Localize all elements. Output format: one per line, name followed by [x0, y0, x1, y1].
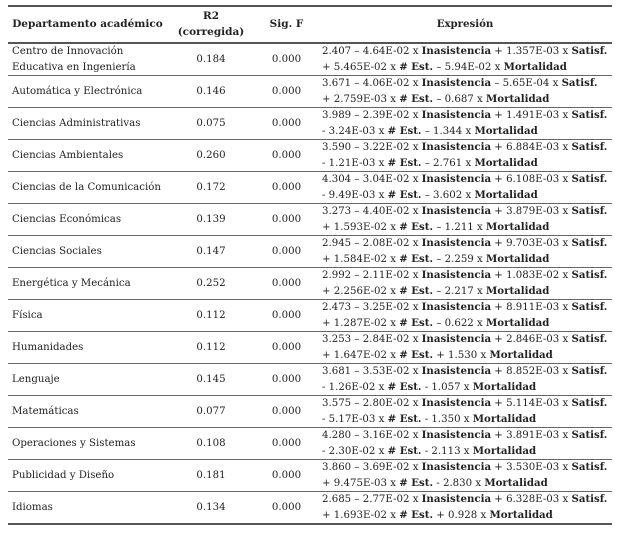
expression-term: + 6.108E-03 x: [491, 174, 572, 185]
expression-variable: Satisf.: [571, 173, 608, 185]
expression-variable: # Est.: [399, 60, 434, 73]
expression-term: + 6.884E-03 x: [491, 142, 572, 153]
table-row: [8, 460, 612, 492]
expression-variable: Mortalidad: [472, 444, 537, 457]
expression-cell: [318, 140, 612, 172]
expression-variable: Satisf.: [571, 301, 608, 313]
expression-term: 3.681 – 3.53E-02 x: [322, 366, 422, 377]
sig-cell: 0.000: [255, 460, 318, 492]
expression-variable: Mortalidad: [486, 92, 550, 105]
expression-term: + 1.530 x: [433, 349, 490, 361]
sig-cell: 0.000: [255, 364, 318, 396]
r2-cell: 0.108: [167, 428, 255, 460]
table-body: [8, 43, 612, 524]
expression-variable: # Est.: [387, 124, 422, 137]
expression-cell: [318, 76, 612, 108]
expression-variable: # Est.: [387, 188, 422, 201]
expression-cell: [318, 43, 612, 76]
department-cell: Idiomas: [8, 492, 167, 525]
expression-variable: Mortalidad: [474, 188, 538, 201]
expression-variable: Mortalidad: [472, 380, 537, 393]
department-cell: Ciencias de la Comunicación: [8, 172, 167, 204]
header-row: [8, 6, 612, 43]
expression-variable: Inasistencia: [421, 141, 492, 153]
expression-variable: Mortalidad: [489, 508, 553, 521]
header-r2: R2 (corregida): [167, 6, 255, 43]
expression-term: – 5.94E-02 x: [433, 61, 504, 73]
expression-term: – 5.65E-04 x: [491, 78, 562, 89]
expression-variable: # Est.: [387, 412, 422, 425]
expression-term: 3.860 – 3.69E-02 x: [322, 462, 422, 473]
expression-variable: Satisf.: [571, 141, 608, 153]
expression-term: + 8.911E-03 x: [491, 302, 572, 313]
expression-variable: # Est.: [387, 444, 422, 457]
expression-variable: Mortalidad: [486, 316, 550, 329]
expression-cell: [318, 332, 612, 364]
expression-variable: Satisf.: [571, 397, 608, 409]
expression-term: 2.992 – 2.11E-02 x: [322, 270, 422, 281]
expression-variable: Satisf.: [571, 493, 608, 505]
department-cell: Automática y Electrónica: [8, 76, 167, 108]
expression-term: 2.473 – 3.25E-02 x: [322, 302, 422, 313]
department-cell: Lenguaje: [8, 364, 167, 396]
sig-cell: 0.000: [255, 76, 318, 108]
expression-variable: Mortalidad: [503, 60, 567, 73]
expression-variable: Mortalidad: [486, 284, 550, 297]
expression-term: - 1.21E-03 x: [322, 157, 388, 169]
expression-term: + 6.328E-03 x: [491, 494, 572, 505]
expression-term: + 3.891E-03 x: [491, 430, 572, 441]
sig-cell: 0.000: [255, 428, 318, 460]
expression-variable: # Est.: [399, 316, 434, 329]
expression-term: 3.575 – 2.80E-02 x: [322, 398, 422, 409]
expression-variable: Satisf.: [571, 461, 608, 473]
expression-variable: Mortalidad: [484, 476, 548, 489]
expression-term: + 1.584E-02 x: [322, 253, 400, 265]
expression-variable: Inasistencia: [421, 333, 492, 345]
r2-cell: 0.252: [167, 268, 255, 300]
expression-variable: # Est.: [399, 348, 434, 361]
expression-term: + 2.846E-03 x: [491, 334, 572, 345]
expression-term: - 5.17E-03 x: [322, 413, 388, 425]
r2-cell: 0.181: [167, 460, 255, 492]
expression-term: + 1.491E-03 x: [491, 110, 572, 121]
header-department: Departamento académico: [8, 6, 167, 43]
department-cell: Ciencias Administrativas: [8, 108, 167, 140]
expression-variable: # Est.: [399, 476, 434, 489]
expression-variable: Inasistencia: [421, 205, 492, 217]
r2-cell: 0.260: [167, 140, 255, 172]
table-row: [8, 236, 612, 268]
expression-term: + 9.703E-03 x: [491, 238, 572, 249]
expression-term: + 1.357E-03 x: [491, 46, 572, 57]
expression-term: + 5.114E-03 x: [491, 398, 572, 409]
sig-cell: 0.000: [255, 492, 318, 525]
expression-term: - 1.26E-02 x: [322, 381, 388, 393]
expression-variable: Satisf.: [571, 237, 608, 249]
expression-term: 3.253 – 2.84E-02 x: [322, 334, 422, 345]
expression-term: - 2.30E-02 x: [322, 445, 388, 457]
expression-cell: [318, 236, 612, 268]
expression-variable: # Est.: [399, 284, 434, 297]
expression-variable: Satisf.: [561, 77, 598, 89]
r2-cell: 0.146: [167, 76, 255, 108]
sig-cell: 0.000: [255, 140, 318, 172]
expression-variable: Inasistencia: [421, 365, 492, 377]
expression-cell: [318, 268, 612, 300]
expression-variable: Satisf.: [571, 365, 608, 377]
expression-term: 3.590 – 3.22E-02 x: [322, 142, 422, 153]
r2-cell: 0.145: [167, 364, 255, 396]
table-row: [8, 300, 612, 332]
sig-cell: 0.000: [255, 236, 318, 268]
expression-cell: [318, 460, 612, 492]
expression-variable: Inasistencia: [421, 493, 492, 505]
department-cell: Matemáticas: [8, 396, 167, 428]
table-row: [8, 268, 612, 300]
sig-cell: 0.000: [255, 332, 318, 364]
expression-term: - 9.49E-03 x: [322, 189, 388, 201]
expression-term: – 1.344 x: [421, 125, 475, 137]
expression-variable: Satisf.: [571, 333, 608, 345]
expression-variable: # Est.: [399, 508, 434, 521]
r2-cell: 0.075: [167, 108, 255, 140]
expression-cell: [318, 364, 612, 396]
expression-term: - 3.24E-03 x: [322, 125, 388, 137]
expression-term: – 0.622 x: [433, 317, 487, 329]
table-row: [8, 43, 612, 76]
department-cell: Operaciones y Sistemas: [8, 428, 167, 460]
r2-cell: 0.112: [167, 300, 255, 332]
header-expression: Expresión: [318, 6, 612, 43]
expression-variable: Inasistencia: [421, 461, 492, 473]
expression-variable: # Est.: [399, 92, 434, 105]
expression-term: + 2.256E-02 x: [322, 285, 400, 297]
expression-term: – 2.259 x: [433, 253, 487, 265]
sig-cell: 0.000: [255, 396, 318, 428]
expression-term: + 1.287E-02 x: [322, 317, 400, 329]
expression-term: - 2.113 x: [421, 445, 473, 457]
department-cell: Ciencias Ambientales: [8, 140, 167, 172]
sig-cell: 0.000: [255, 43, 318, 76]
expression-term: 3.989 – 2.39E-02 x: [322, 110, 422, 121]
table-row: [8, 204, 612, 236]
expression-variable: Inasistencia: [421, 109, 492, 121]
expression-variable: Inasistencia: [421, 77, 492, 89]
expression-term: – 1.211 x: [433, 221, 487, 233]
expression-variable: Satisf.: [571, 109, 608, 121]
table-row: [8, 428, 612, 460]
expression-term: + 2.759E-03 x: [322, 93, 400, 105]
expression-variable: Inasistencia: [421, 301, 492, 313]
sig-cell: 0.000: [255, 108, 318, 140]
table-row: [8, 396, 612, 428]
expression-term: + 1.647E-02 x: [322, 349, 400, 361]
department-cell: Humanidades: [8, 332, 167, 364]
table-row: [8, 492, 612, 525]
expression-term: + 5.465E-02 x: [322, 61, 400, 73]
expression-variable: # Est.: [399, 220, 434, 233]
sig-cell: 0.000: [255, 300, 318, 332]
expression-term: + 8.852E-03 x: [491, 366, 572, 377]
expression-term: 4.280 – 3.16E-02 x: [322, 430, 422, 441]
expression-cell: [318, 108, 612, 140]
r2-cell: 0.112: [167, 332, 255, 364]
header-sig: Sig. F: [255, 6, 318, 43]
expression-term: - 1.057 x: [421, 381, 473, 393]
department-cell: Energética y Mecánica: [8, 268, 167, 300]
table-row: [8, 332, 612, 364]
table-row: [8, 172, 612, 204]
department-cell: Ciencias Económicas: [8, 204, 167, 236]
expression-cell: [318, 172, 612, 204]
expression-term: 3.273 – 4.40E-02 x: [322, 206, 422, 217]
expression-term: 2.945 – 2.08E-02 x: [322, 238, 422, 249]
department-cell: Centro de Innovación Educativa en Ingeniería: [8, 43, 167, 76]
expression-term: + 0.928 x: [433, 509, 490, 521]
expression-variable: Mortalidad: [472, 412, 537, 425]
r2-cell: 0.147: [167, 236, 255, 268]
expression-variable: Inasistencia: [421, 173, 492, 185]
table-row: [8, 76, 612, 108]
expression-variable: Mortalidad: [489, 348, 553, 361]
table-row: [8, 364, 612, 396]
expression-term: – 2.761 x: [421, 157, 475, 169]
expression-variable: Satisf.: [571, 205, 608, 217]
expression-variable: Inasistencia: [421, 269, 492, 281]
r2-cell: 0.184: [167, 43, 255, 76]
expression-term: + 1.083E-02 x: [491, 270, 572, 281]
table-row: [8, 140, 612, 172]
expression-variable: Inasistencia: [421, 45, 492, 57]
expression-term: - 2.830 x: [433, 477, 485, 489]
expression-term: + 1.693E-02 x: [322, 509, 400, 521]
sig-cell: 0.000: [255, 268, 318, 300]
department-cell: Publicidad y Diseño: [8, 460, 167, 492]
r2-cell: 0.139: [167, 204, 255, 236]
expression-term: + 3.530E-03 x: [491, 462, 572, 473]
expression-term: + 9.475E-03 x: [322, 477, 400, 489]
expression-term: 3.671 – 4.06E-02 x: [322, 78, 422, 89]
expression-cell: [318, 492, 612, 525]
r2-cell: 0.134: [167, 492, 255, 525]
sig-cell: 0.000: [255, 204, 318, 236]
expression-variable: Inasistencia: [421, 429, 492, 441]
expression-variable: # Est.: [387, 156, 422, 169]
expression-cell: [318, 204, 612, 236]
expression-term: 2.407 – 4.64E-02 x: [322, 46, 422, 57]
expression-variable: Mortalidad: [486, 220, 550, 233]
expression-variable: Inasistencia: [421, 237, 492, 249]
table-row: [8, 108, 612, 140]
expression-term: – 3.602 x: [421, 189, 475, 201]
expression-variable: Mortalidad: [486, 252, 550, 265]
expression-term: + 3.879E-03 x: [491, 206, 572, 217]
expression-variable: Inasistencia: [421, 397, 492, 409]
expression-term: 2.685 – 2.77E-02 x: [322, 494, 422, 505]
expression-variable: Satisf.: [571, 269, 608, 281]
expression-term: – 0.687 x: [433, 93, 487, 105]
expression-cell: [318, 428, 612, 460]
expression-term: + 1.593E-02 x: [322, 221, 400, 233]
r2-cell: 0.077: [167, 396, 255, 428]
expression-term: - 1.350 x: [421, 413, 473, 425]
expression-variable: # Est.: [399, 252, 434, 265]
sig-cell: 0.000: [255, 172, 318, 204]
expression-variable: Satisf.: [571, 45, 608, 57]
expression-cell: [318, 396, 612, 428]
expression-cell: [318, 300, 612, 332]
department-cell: Ciencias Sociales: [8, 236, 167, 268]
expression-term: 4.304 – 3.04E-02 x: [322, 174, 422, 185]
department-cell: Física: [8, 300, 167, 332]
r2-cell: 0.172: [167, 172, 255, 204]
expression-term: – 2.217 x: [433, 285, 487, 297]
expression-variable: Mortalidad: [474, 156, 538, 169]
expression-variable: Mortalidad: [474, 124, 538, 137]
expression-variable: # Est.: [387, 380, 422, 393]
expression-variable: Satisf.: [571, 429, 608, 441]
regression-table: [8, 5, 612, 525]
